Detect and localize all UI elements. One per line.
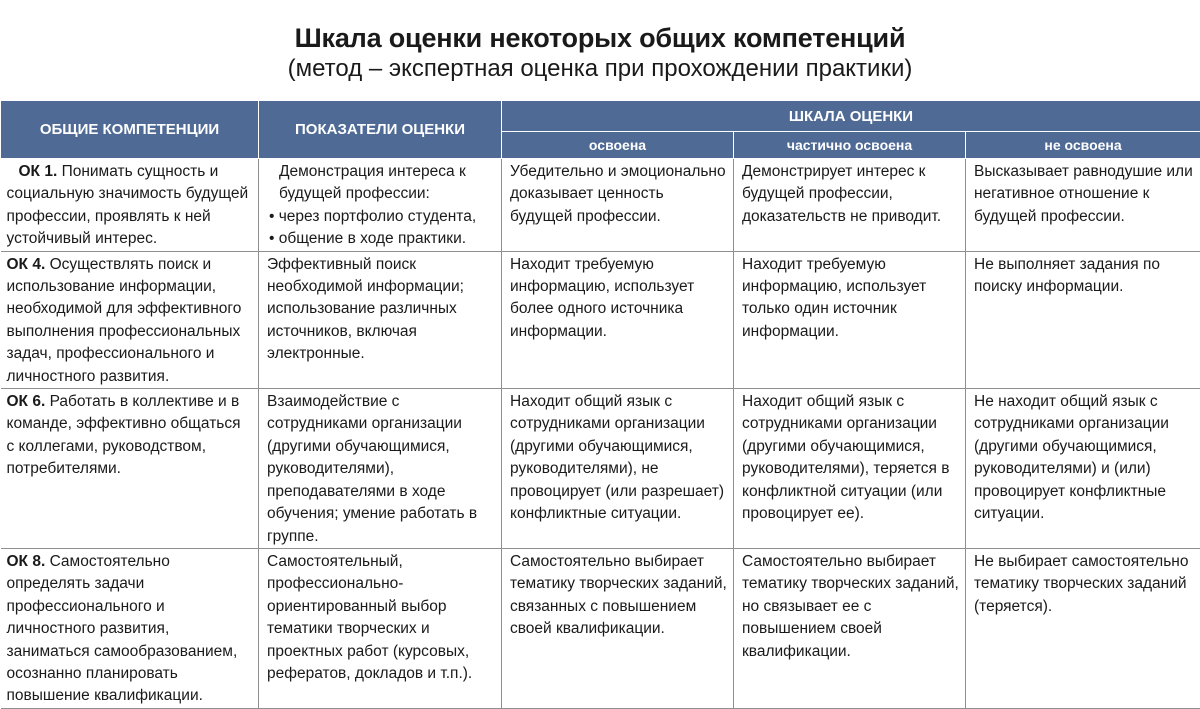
page-title: Шкала оценки некоторых общих компетенций (0, 22, 1200, 54)
header-not-mastered: не освоена (966, 132, 1200, 159)
indicator-cell (259, 159, 502, 252)
competence-text: Работать в коллективе и в команде, эффективно общаться с коллегами, руководством, потребителями. (7, 393, 241, 477)
partial-cell: Находит требуемую информацию, использует только один источник информации. (734, 251, 966, 388)
header-partial: частично освоена (734, 132, 966, 159)
header-scale: ШКАЛА ОЦЕНКИ (502, 101, 1200, 132)
mastered-cell: Убедительно и эмоционально доказывает ценность будущей профессии. (502, 159, 734, 252)
not-mastered-cell: Не выполняет задания по поиску информации. (966, 251, 1200, 388)
competence-cell (1, 389, 259, 549)
competence-text: Понимать сущность и социальную значимость будущей профессии, проявлять к ней устойчивый интерес. (7, 163, 249, 247)
competency-table (0, 100, 1200, 709)
not-mastered-cell: Не выбирает самостоятельно тематику творческих заданий (теряется). (966, 548, 1200, 708)
indicator-cell: Эффективный поиск необходимой информации; использование различных источников, включая электронные. (259, 251, 502, 388)
not-mastered-cell: Высказывает равнодушие или негативное отношение к будущей профессии. (966, 159, 1200, 252)
indicator-cell: Самостоятельный, профессионально-ориентированный выбор тематики творческих и проектных работ (курсовых, рефератов, докладов и т.п.). (259, 548, 502, 708)
competence-cell (1, 548, 259, 708)
table-row (1, 251, 1200, 388)
not-mastered-cell: Не находит общий язык с сотрудниками организации (другими обучающимися, руководителями) и (или) провоцирует конфликтные ситуации. (966, 389, 1200, 549)
table-row (1, 389, 1200, 549)
header-competencies: ОБЩИЕ КОМПЕТЕНЦИИ (1, 101, 259, 159)
mastered-cell: Находит требуемую информацию, использует более одного источника информации. (502, 251, 734, 388)
competence-code: ОК 4. (7, 256, 46, 273)
competence-code: ОК 1. (19, 163, 58, 180)
header-indicators: ПОКАЗАТЕЛИ ОЦЕНКИ (259, 101, 502, 159)
indicator-text: Демонстрация интереса к будущей профессии: (267, 161, 495, 206)
partial-cell: Самостоятельно выбирает тематику творческих заданий, но связывает ее с повышением своей квалификации. (734, 548, 966, 708)
header-mastered: освоена (502, 132, 734, 159)
title-block (0, 0, 1200, 78)
table-row (1, 159, 1200, 252)
competence-text: Самостоятельно определять задачи профессионального и личностного развития, заниматься самообразованием, осознанно планировать повышение квалификации. (7, 553, 238, 704)
competence-code: ОК 6. (7, 393, 46, 410)
partial-cell: Находит общий язык с сотрудниками организации (другими обучающимися, руководителями), теряется в конфликтной ситуации (или провоцирует ее). (734, 389, 966, 549)
indicator-cell: Взаимодействие с сотрудниками организации (другими обучающимися, руководителями), преподавателями в ходе обучения; умение работать в группе. (259, 389, 502, 549)
mastered-cell: Находит общий язык с сотрудниками организации (другими обучающимися, руководителями), не провоцирует (или разрешает) конфликтные ситуации. (502, 389, 734, 549)
page-subtitle: (метод – экспертная оценка при прохождении практики) (0, 54, 1200, 84)
mastered-cell: Самостоятельно выбирает тематику творческих заданий, связанных с повышением своей квалификации. (502, 548, 734, 708)
indicator-bullet: • общение в ходе практики. (269, 228, 495, 250)
competence-text: Осуществлять поиск и использование информации, необходимой для эффективного выполнения профессиональных задач, профессионального и личностного развития. (7, 256, 242, 385)
partial-cell: Демонстрирует интерес к будущей профессии, доказательств не приводит. (734, 159, 966, 252)
table-row (1, 548, 1200, 708)
competence-cell (1, 251, 259, 388)
competence-code: ОК 8. (7, 553, 46, 570)
indicator-bullets (267, 206, 495, 251)
indicator-bullet: • через портфолио студента, (269, 206, 495, 228)
competence-cell (1, 159, 259, 252)
